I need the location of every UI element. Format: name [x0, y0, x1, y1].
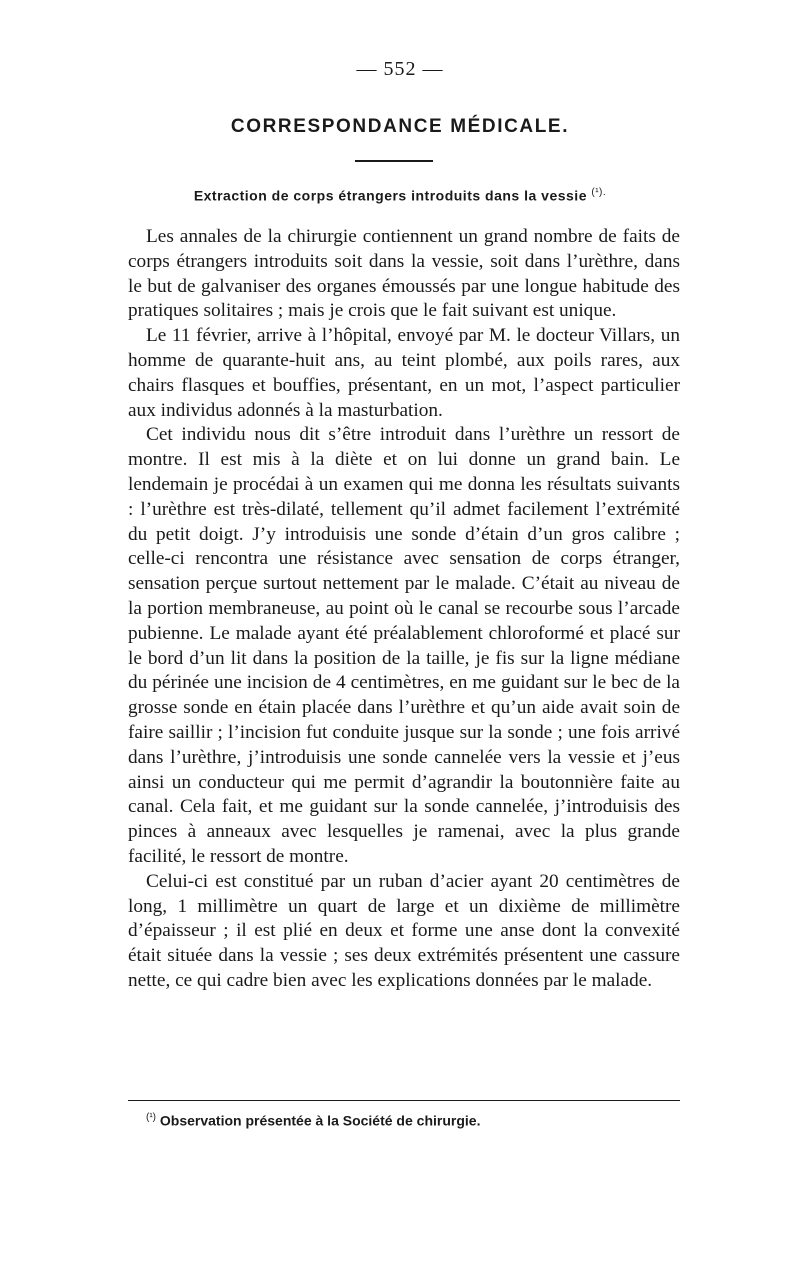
- footnote: [146, 1112, 676, 1129]
- footnote-divider: [128, 1100, 680, 1101]
- paragraph-1: Les annales de la chirurgie contiennent un grand nombre de faits de corps étrangers introduits soit dans la vessie, soit dans l’urèthre, dans le but de galvaniser des organes émoussés par une longue habitude des pratiques solitaires ; mais je crois que le fait suivant est unique.: [128, 226, 680, 322]
- footnote-text: Observation présentée à la Société de chirurgie.: [159, 1112, 481, 1129]
- section-title: CORRESPONDANCE MÉDICALE.: [230, 116, 570, 137]
- page-number: — 552 —: [356, 58, 444, 80]
- article-body: [128, 225, 680, 994]
- title-divider: [355, 160, 433, 162]
- footnote-marker: (¹): [146, 1112, 156, 1123]
- paragraph-4: Celui-ci est constitué par un ruban d’acier ayant 20 centimètres de long, 1 millimètre un quart de large et un dixième de millimètre d’épaisseur ; il est plié en deux et forme une anse dont la convexité était située dans la vessie ; ses deux extrémités présentent une cassure nette, ce qui cadre bien avec les explications données par le malade.: [128, 870, 680, 991]
- article-title: [0, 187, 800, 204]
- article-title-text: Extraction de corps étrangers introduits dans la vessie: [193, 187, 587, 204]
- paragraph-2: Le 11 février, arrive à l’hôpital, envoyé par M. le docteur Villars, un homme de quarante-huit ans, au teint plombé, aux poils rares, aux chairs flasques et bouffies, présentant, en un mot, l’aspect particulier aux individus adonnés à la masturbation.: [128, 325, 680, 421]
- article-footnote-marker: (¹).: [591, 187, 607, 198]
- paragraph-3: Cet individu nous dit s’être introduit dans l’urèthre un ressort de montre. Il est mis à la diète et on lui donne un grand bain. Le lendemain je procédai à un examen qui me donna les résultats suivants : l’urèthre est très-dilaté, tellement qu’il admet facilement l’extrémité du petit doigt. J’y introduisis une sonde d’étain d’un gros calibre ; celle-ci rencontra une résistance avec sensation de corps étranger, sensation perçue surtout nettement par le malade. C’était au niveau de la portion membraneuse, au point où le canal se recourbe sous l’arcade pubienne. Le malade ayant été préalablement chloroformé et placé sur le bord d’un lit dans la position de la taille, je fis sur la ligne médiane du périnée une incision de 4 centimètres, en me guidant sur le bec de la grosse sonde en étain placée dans l’urèthre et qu’un aide avait soin de faire saillir ; l’incision fut conduite jusque sur la sonde ; une fois arrivé dans l’urèthre, j’introduisis une sonde cannelée vers la vessie et j’eus ainsi un conducteur qui me permit d’agrandir la boutonnière faite au canal. Cela fait, et me guidant sur la sonde cannelée, j’introduisis des pinces à anneaux avec lesquelles je ramenai, avec la plus grande facilité, le ressort de montre.: [128, 424, 680, 867]
